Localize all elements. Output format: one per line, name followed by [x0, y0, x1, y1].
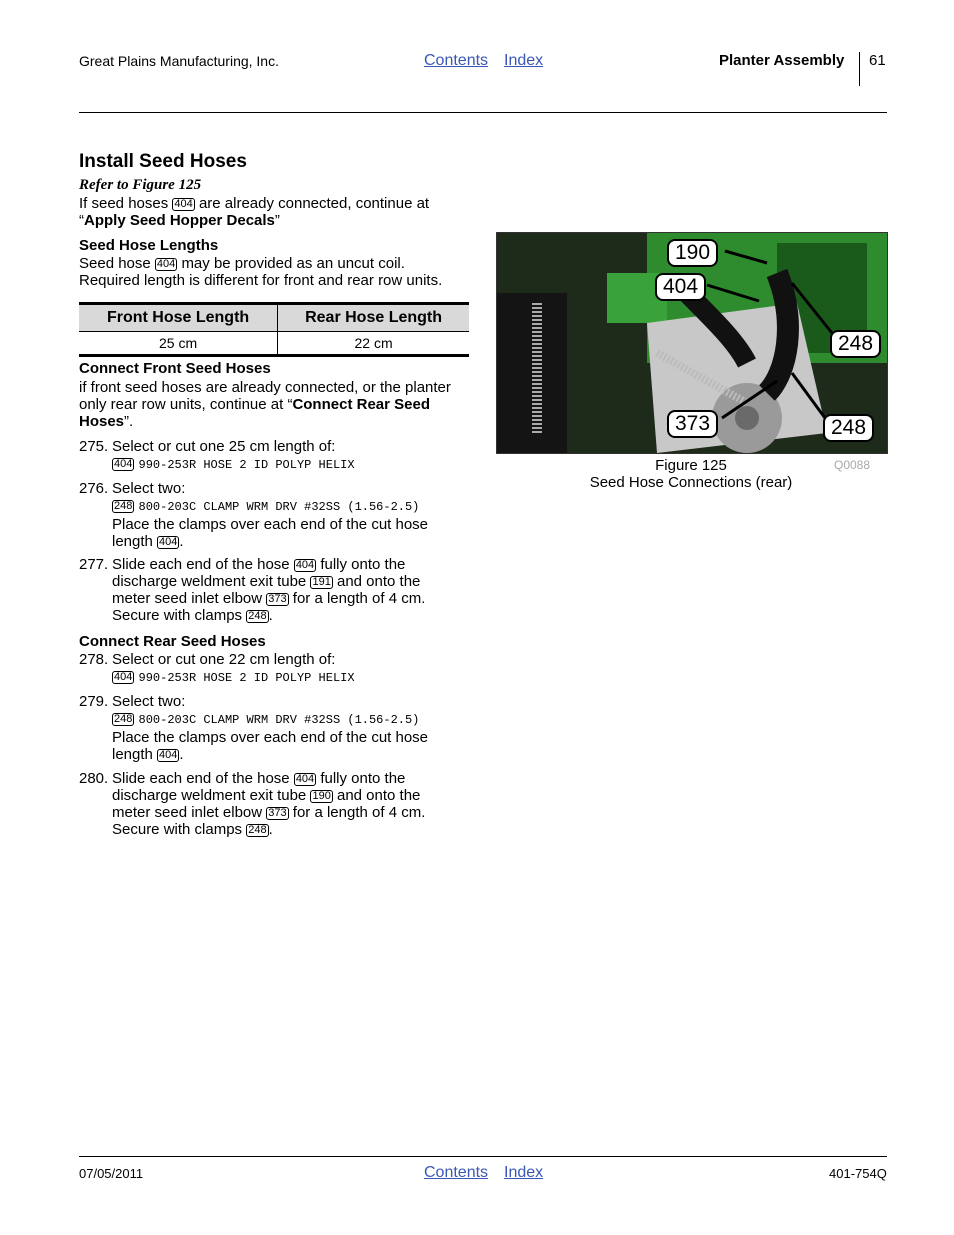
- contents-link-bottom[interactable]: Contents: [424, 1164, 489, 1181]
- callout-404: 404: [655, 273, 706, 301]
- callout-ref: 404: [174, 198, 193, 210]
- header-divider: [859, 52, 860, 86]
- figure-caption: [496, 457, 886, 491]
- intro-paragraph: If seed hoses 404 are already connected, continue at “Apply Seed Hopper Decals”: [79, 195, 430, 229]
- figure-title: Seed Hose Connections (rear): [589, 474, 793, 491]
- seed-hose-photo: [496, 232, 888, 454]
- part-number: 990-253R HOSE 2 ID POLYP HELIX: [138, 458, 355, 472]
- figure-number: Figure 125: [655, 457, 727, 474]
- callout-ref: 404: [156, 258, 176, 270]
- footer-rule: [79, 1156, 887, 1157]
- callout-248-lower: 248: [823, 414, 874, 442]
- part-number: 800-203C CLAMP WRM DRV #32SS (1.56-2.5): [138, 500, 420, 514]
- figure-reference: Refer to Figure 125: [79, 177, 202, 193]
- callout-190: 190: [667, 239, 718, 267]
- part-number: 800-203C CLAMP WRM DRV #32SS (1.56-2.5): [138, 713, 420, 727]
- page-number: 61: [869, 52, 886, 69]
- footer-date: 07/05/2011: [79, 1166, 144, 1181]
- front-length-header: Front Hose Length: [79, 304, 278, 332]
- front-paragraph: if front seed hoses are already connected, or the planter only rear row units, continue at “Connect Rear Seed Hoses”.: [79, 379, 451, 430]
- part-number: 990-253R HOSE 2 ID POLYP HELIX: [138, 671, 355, 685]
- hose-length-table: [79, 302, 469, 357]
- table-row: [79, 332, 469, 356]
- rear-heading: Connect Rear Seed Hoses: [79, 633, 266, 650]
- callout-248-upper: 248: [830, 330, 881, 358]
- index-link-bottom[interactable]: Index: [504, 1164, 544, 1181]
- header-rule: [79, 112, 887, 113]
- rear-length-header: Rear Hose Length: [278, 304, 469, 332]
- rear-length-value: 22 cm: [278, 332, 469, 356]
- page-title: Install Seed Hoses: [79, 151, 247, 172]
- document-number: 401-754Q: [829, 1166, 887, 1181]
- company-name: Great Plains Manufacturing, Inc.: [79, 53, 279, 69]
- apply-decals-ref: Apply Seed Hopper Decals: [84, 212, 275, 229]
- front-length-value: 25 cm: [79, 332, 278, 356]
- front-heading: Connect Front Seed Hoses: [79, 360, 271, 377]
- lengths-paragraph: Seed hose 404 may be provided as an uncut coil. Required length is different for front and rear row units.: [79, 255, 443, 289]
- contents-link-top[interactable]: Contents: [424, 52, 489, 69]
- lengths-heading: Seed Hose Lengths: [79, 237, 219, 254]
- index-link-top[interactable]: Index: [504, 52, 544, 69]
- image-code: Q0088: [834, 458, 871, 472]
- section-title: Planter Assembly: [719, 52, 845, 69]
- callout-373: 373: [667, 410, 718, 438]
